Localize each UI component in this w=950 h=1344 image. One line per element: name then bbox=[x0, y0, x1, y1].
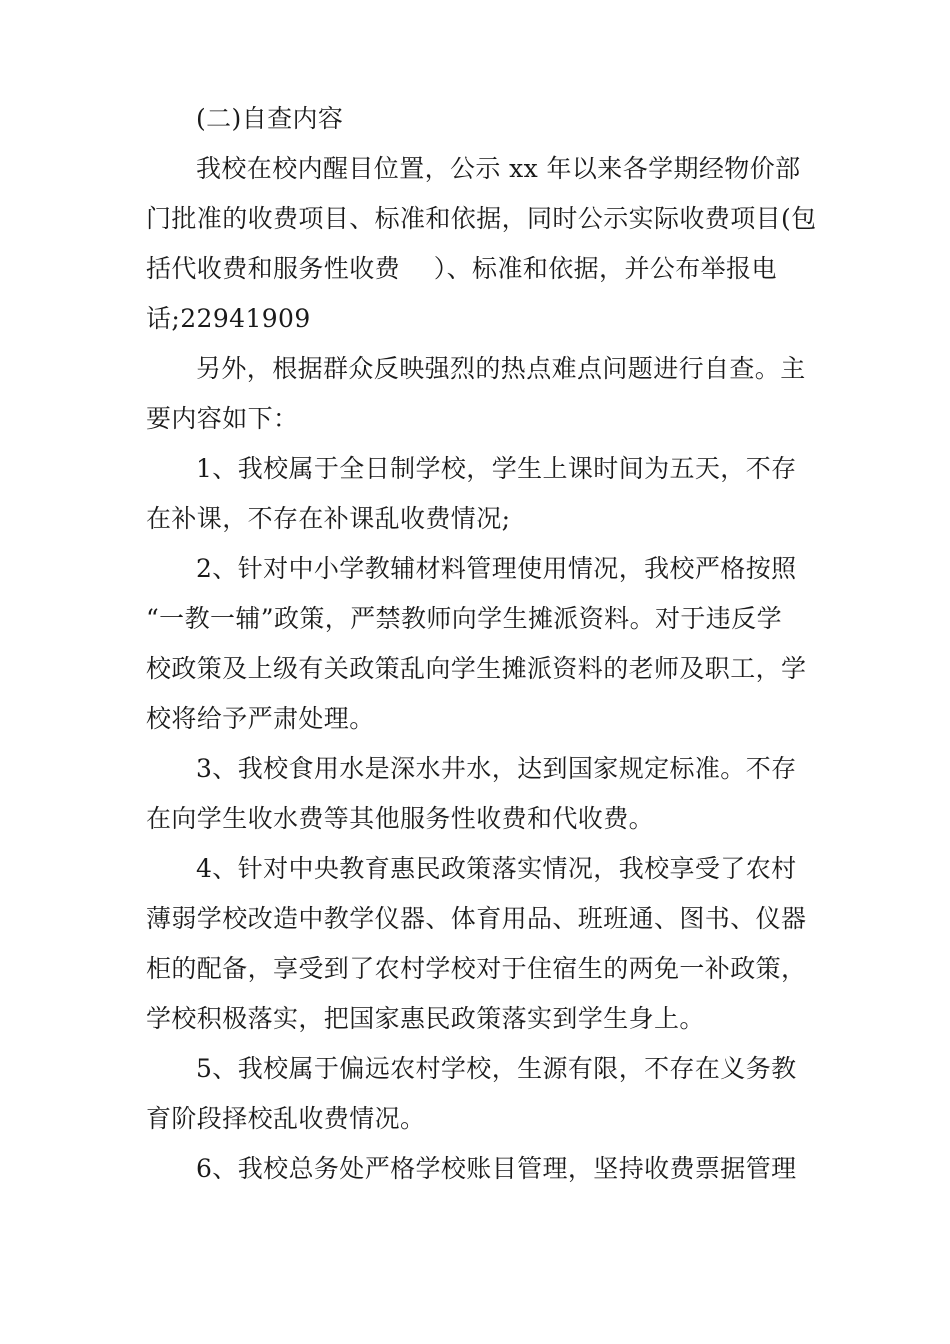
paragraph-line: 我校在校内醒目位置，公示 xx 年以来各学期经物价部 bbox=[196, 154, 801, 183]
paragraph-line: 学校积极落实，把国家惠民政策落实到学生身上。 bbox=[146, 1004, 705, 1033]
paragraph-line: “一教一辅”政策，严禁教师向学生摊派资料。对于违反学 bbox=[146, 604, 782, 633]
paragraph-line: 括代收费和服务性收费 ）、标准和依据，并公布举报电 bbox=[146, 254, 777, 283]
paragraph-line: 育阶段择校乱收费情况。 bbox=[146, 1104, 426, 1133]
paragraph-line: 2、针对中小学教辅材料管理使用情况，我校严格按照 bbox=[196, 554, 797, 583]
paragraph-line: 5、我校属于偏远农村学校，生源有限，不存在义务教 bbox=[196, 1054, 797, 1083]
paragraph-line: 校政策及上级有关政策乱向学生摊派资料的老师及职工，学 bbox=[146, 654, 807, 683]
paragraph-line: 门批准的收费项目、标准和依据，同时公示实际收费项目(包 bbox=[146, 204, 817, 233]
paragraph-line: 柜的配备，享受到了农村学校对于住宿生的两免一补政策， bbox=[146, 954, 807, 983]
section-heading: (二)自查内容 bbox=[196, 104, 344, 133]
paragraph-line: 4、针对中央教育惠民政策落实情况，我校享受了农村 bbox=[196, 854, 797, 883]
paragraph-line: 在补课，不存在补课乱收费情况; bbox=[146, 504, 511, 533]
paragraph-line: 话;22941909 bbox=[146, 304, 311, 333]
paragraph-line: 要内容如下： bbox=[146, 404, 299, 433]
paragraph-line: 校将给予严肃处理。 bbox=[146, 704, 375, 733]
paragraph-line: 1、我校属于全日制学校，学生上课时间为五天，不存 bbox=[196, 454, 797, 483]
paragraph-line: 6、我校总务处严格学校账目管理，坚持收费票据管理 bbox=[196, 1154, 797, 1183]
paragraph-line: 3、我校食用水是深水井水，达到国家规定标准。不存 bbox=[196, 754, 797, 783]
paragraph-line: 在向学生收水费等其他服务性收费和代收费。 bbox=[146, 804, 655, 833]
paragraph-line: 另外，根据群众反映强烈的热点难点问题进行自查。主 bbox=[196, 354, 806, 383]
paragraph-line: 薄弱学校改造中教学仪器、体育用品、班班通、图书、仪器 bbox=[146, 904, 807, 933]
